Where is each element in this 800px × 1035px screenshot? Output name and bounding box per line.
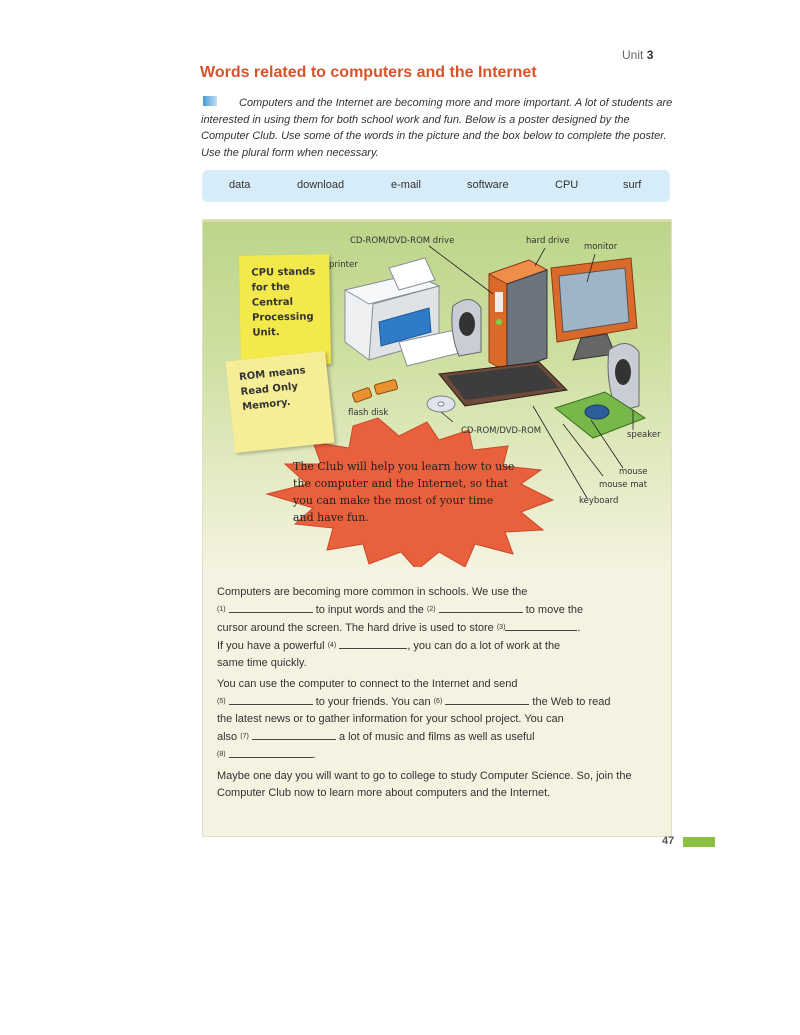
label-cdrom: CD-ROM/DVD-ROM bbox=[461, 426, 542, 436]
word-box bbox=[202, 170, 670, 202]
blank-1[interactable] bbox=[229, 601, 313, 613]
page-number: 47 bbox=[662, 835, 675, 847]
printer-icon bbox=[345, 258, 463, 366]
mouse-icon bbox=[585, 405, 609, 419]
blank-4[interactable] bbox=[339, 637, 407, 649]
blank-2[interactable] bbox=[439, 601, 523, 613]
speaker-left-icon bbox=[452, 299, 481, 356]
label-cdrom-drive: CD-ROM/DVD-ROM drive bbox=[350, 236, 455, 246]
word-box-item: e-mail bbox=[391, 179, 421, 191]
flash-disk-icon bbox=[352, 379, 398, 402]
blank-5[interactable] bbox=[229, 693, 313, 705]
paragraph-1: Computers are becoming more common in schools. We use the $^{(1)}$ to input words and the $^{(2)}$ to move the cursor around the screen. The hard drive is used to store $^{(3)}$ . If you have a powerful $^{(4)}$ , you can do a lot of work at the same time quickly. bbox=[217, 586, 584, 669]
label-printer: printer bbox=[329, 260, 358, 270]
label-keyboard: keyboard bbox=[579, 496, 619, 506]
section-title: Words related to computers and the Internet bbox=[200, 64, 537, 81]
word-box-item: surf bbox=[623, 179, 642, 191]
blank-3[interactable] bbox=[505, 619, 577, 631]
label-mouse: mouse bbox=[619, 467, 648, 477]
word-box-item: download bbox=[297, 179, 345, 191]
club-poster bbox=[203, 220, 671, 836]
intro-text: Computers and the Internet are becoming more and more important. A lot of students are interested in using them for both school work and fun. Below is a poster designed by the Computer Club. Use some of the words in the picture and the box below to complete the poster. Use the plural form when necessary. bbox=[201, 97, 673, 159]
label-speaker: speaker bbox=[627, 430, 661, 440]
label-hard-drive: hard drive bbox=[526, 236, 570, 246]
rom-sticky-note: ROM means Read Only Memory. bbox=[225, 351, 334, 453]
hard-drive-tower-icon bbox=[489, 260, 547, 372]
paragraph-3: Maybe one day you will want to go to college to study Computer Science. So, join the Computer Club now to learn more about computers and the Internet. bbox=[217, 770, 632, 799]
paragraph-2: You can use the computer to connect to the Internet and send $^{(5)}$ to your friends. You can $^{(6)}$ the Web to read the latest news or to gather information for your school project. You can also $^{(7)}$ a lot of music and films as well as useful $^{(8)}$ . bbox=[217, 678, 611, 761]
cpu-sticky-note: CPU stands for the Central Processing Unit. bbox=[239, 254, 331, 366]
blank-7[interactable] bbox=[252, 728, 336, 740]
blank-8[interactable] bbox=[229, 746, 313, 758]
label-monitor: monitor bbox=[584, 242, 618, 252]
word-box-item: data bbox=[229, 179, 251, 191]
club-message: The Club will help you learn how to use the computer and the Internet, so that you can make the most of your time and have fun. bbox=[293, 460, 515, 524]
word-box-item: CPU bbox=[555, 179, 579, 191]
label-flash-disk: flash disk bbox=[348, 408, 389, 418]
unit-label: Unit 3 bbox=[622, 48, 654, 62]
page-number-bar bbox=[683, 837, 715, 847]
cdrom-disc-icon bbox=[427, 396, 455, 412]
keyboard-icon bbox=[439, 362, 567, 406]
label-mouse-mat: mouse mat bbox=[599, 480, 648, 490]
word-box-item: software bbox=[467, 179, 509, 191]
blank-6[interactable] bbox=[445, 693, 529, 705]
